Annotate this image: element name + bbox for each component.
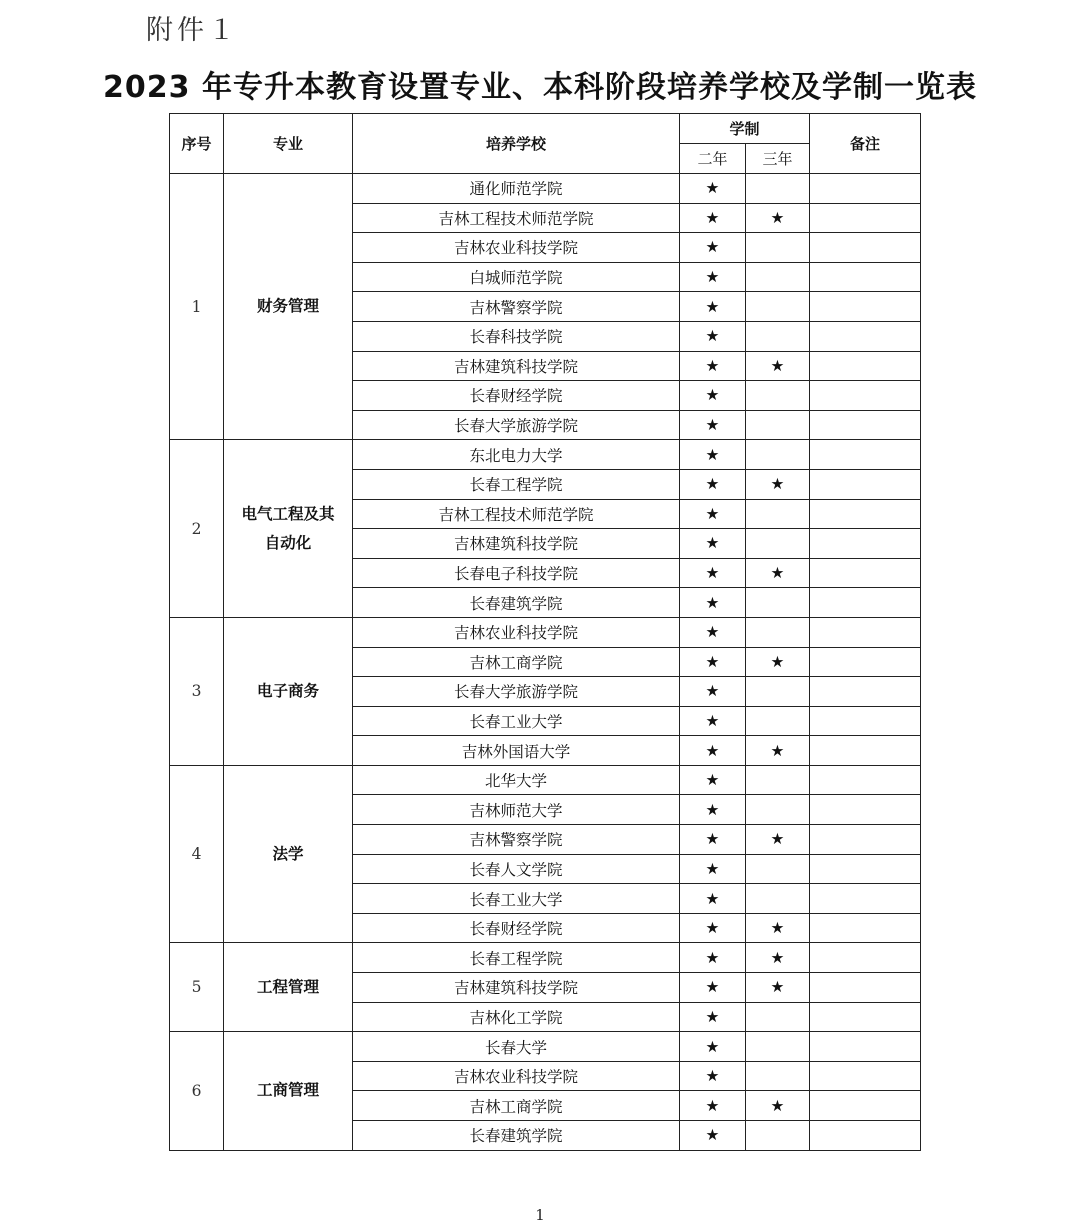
star-icon: ★ <box>705 919 720 938</box>
school-name: 长春建筑学院 <box>353 588 680 618</box>
two-year-cell <box>680 499 746 529</box>
three-year-cell <box>746 677 810 707</box>
note-cell <box>810 529 921 559</box>
group-number: 5 <box>170 943 224 1032</box>
star-icon: ★ <box>705 1126 720 1145</box>
three-year-cell <box>746 706 810 736</box>
three-year-cell <box>746 1002 810 1032</box>
star-icon: ★ <box>705 475 720 494</box>
three-year-cell <box>746 233 810 263</box>
school-name: 吉林建筑科技学院 <box>353 351 680 381</box>
three-year-cell <box>746 973 810 1003</box>
two-year-cell <box>680 292 746 322</box>
two-year-cell <box>680 203 746 233</box>
school-name: 吉林化工学院 <box>353 1002 680 1032</box>
school-name: 吉林工程技术师范学院 <box>353 499 680 529</box>
note-cell <box>810 765 921 795</box>
document-title: 2023 年专升本教育设置专业、本科阶段培养学校及学制一览表 <box>103 70 977 105</box>
header-duration: 学制 <box>680 114 810 144</box>
school-name: 长春工程学院 <box>353 469 680 499</box>
star-icon: ★ <box>705 859 720 878</box>
major-name: 法学 <box>224 765 353 943</box>
star-icon: ★ <box>705 356 720 375</box>
school-name: 长春电子科技学院 <box>353 558 680 588</box>
header-no: 序号 <box>170 114 224 174</box>
note-cell <box>810 351 921 381</box>
two-year-cell <box>680 588 746 618</box>
three-year-cell <box>746 174 810 204</box>
three-year-cell <box>746 410 810 440</box>
two-year-cell <box>680 558 746 588</box>
three-year-cell <box>746 1032 810 1062</box>
table-row <box>170 617 921 647</box>
school-name: 长春人文学院 <box>353 854 680 884</box>
star-icon: ★ <box>705 800 720 819</box>
star-icon: ★ <box>705 238 720 257</box>
three-year-cell <box>746 884 810 914</box>
table-row <box>170 1032 921 1062</box>
three-year-cell <box>746 854 810 884</box>
two-year-cell <box>680 1121 746 1151</box>
note-cell <box>810 292 921 322</box>
note-cell <box>810 677 921 707</box>
school-name: 通化师范学院 <box>353 174 680 204</box>
school-name: 长春工业大学 <box>353 884 680 914</box>
star-icon: ★ <box>770 948 785 967</box>
star-icon: ★ <box>705 504 720 523</box>
two-year-cell <box>680 1032 746 1062</box>
star-icon: ★ <box>705 445 720 464</box>
three-year-cell <box>746 647 810 677</box>
two-year-cell <box>680 469 746 499</box>
table-row <box>170 765 921 795</box>
two-year-cell <box>680 321 746 351</box>
major-name-line: 自动化 <box>264 533 312 552</box>
note-cell <box>810 588 921 618</box>
school-name: 吉林建筑科技学院 <box>353 973 680 1003</box>
star-icon: ★ <box>705 771 720 790</box>
star-icon: ★ <box>705 593 720 612</box>
star-icon: ★ <box>705 889 720 908</box>
two-year-cell <box>680 617 746 647</box>
note-cell <box>810 913 921 943</box>
three-year-cell <box>746 440 810 470</box>
star-icon: ★ <box>705 386 720 405</box>
two-year-cell <box>680 233 746 263</box>
two-year-cell <box>680 913 746 943</box>
note-cell <box>810 203 921 233</box>
star-icon: ★ <box>705 1067 720 1086</box>
two-year-cell <box>680 973 746 1003</box>
school-name: 长春财经学院 <box>353 381 680 411</box>
three-year-cell <box>746 617 810 647</box>
note-cell <box>810 647 921 677</box>
two-year-cell <box>680 262 746 292</box>
star-icon: ★ <box>705 682 720 701</box>
school-name: 吉林农业科技学院 <box>353 1061 680 1091</box>
note-cell <box>810 1002 921 1032</box>
school-name: 长春科技学院 <box>353 321 680 351</box>
note-cell <box>810 558 921 588</box>
note-cell <box>810 469 921 499</box>
note-cell <box>810 174 921 204</box>
two-year-cell <box>680 529 746 559</box>
note-cell <box>810 943 921 973</box>
three-year-cell <box>746 736 810 766</box>
header-school: 培养学校 <box>353 114 680 174</box>
school-name: 长春大学 <box>353 1032 680 1062</box>
note-cell <box>810 499 921 529</box>
three-year-cell <box>746 1121 810 1151</box>
major-name: 财务管理 <box>224 174 353 440</box>
school-name: 吉林工商学院 <box>353 1091 680 1121</box>
major-name: 电子商务 <box>224 617 353 765</box>
star-icon: ★ <box>705 711 720 730</box>
note-cell <box>810 1032 921 1062</box>
two-year-cell <box>680 677 746 707</box>
group-number: 2 <box>170 440 224 618</box>
star-icon: ★ <box>705 534 720 553</box>
two-year-cell <box>680 440 746 470</box>
note-cell <box>810 617 921 647</box>
school-name: 吉林警察学院 <box>353 825 680 855</box>
two-year-cell <box>680 736 746 766</box>
three-year-cell <box>746 558 810 588</box>
two-year-cell <box>680 647 746 677</box>
three-year-cell <box>746 913 810 943</box>
two-year-cell <box>680 825 746 855</box>
note-cell <box>810 973 921 1003</box>
group-number: 6 <box>170 1032 224 1150</box>
header-three-year: 三年 <box>746 144 810 174</box>
major-name-line: 电气工程及其 <box>241 504 335 523</box>
school-name: 长春工程学院 <box>353 943 680 973</box>
group-number: 4 <box>170 765 224 943</box>
header-major: 专业 <box>224 114 353 174</box>
star-icon: ★ <box>705 978 720 997</box>
star-icon: ★ <box>705 1007 720 1026</box>
star-icon: ★ <box>770 356 785 375</box>
note-cell <box>810 381 921 411</box>
school-name: 吉林工程技术师范学院 <box>353 203 680 233</box>
school-name: 吉林师范大学 <box>353 795 680 825</box>
school-name: 长春财经学院 <box>353 913 680 943</box>
table-row <box>170 440 921 470</box>
note-cell <box>810 410 921 440</box>
three-year-cell <box>746 1091 810 1121</box>
star-icon: ★ <box>770 564 785 583</box>
note-cell <box>810 795 921 825</box>
three-year-cell <box>746 588 810 618</box>
star-icon: ★ <box>705 1096 720 1115</box>
note-cell <box>810 321 921 351</box>
school-name: 北华大学 <box>353 765 680 795</box>
majors-table <box>169 113 921 1151</box>
major-name <box>224 440 353 618</box>
major-name: 工商管理 <box>224 1032 353 1150</box>
header-two-year: 二年 <box>680 144 746 174</box>
star-icon: ★ <box>705 948 720 967</box>
two-year-cell <box>680 854 746 884</box>
note-cell <box>810 1061 921 1091</box>
note-cell <box>810 233 921 263</box>
star-icon: ★ <box>705 297 720 316</box>
two-year-cell <box>680 410 746 440</box>
group-number: 3 <box>170 617 224 765</box>
three-year-cell <box>746 321 810 351</box>
school-name: 吉林建筑科技学院 <box>353 529 680 559</box>
school-name: 白城师范学院 <box>353 262 680 292</box>
star-icon: ★ <box>770 830 785 849</box>
star-icon: ★ <box>705 327 720 346</box>
school-name: 长春建筑学院 <box>353 1121 680 1151</box>
note-cell <box>810 1091 921 1121</box>
star-icon: ★ <box>705 1037 720 1056</box>
school-name: 长春工业大学 <box>353 706 680 736</box>
star-icon: ★ <box>705 741 720 760</box>
three-year-cell <box>746 292 810 322</box>
school-name: 吉林外国语大学 <box>353 736 680 766</box>
star-icon: ★ <box>770 208 785 227</box>
star-icon: ★ <box>705 830 720 849</box>
star-icon: ★ <box>770 741 785 760</box>
school-name: 吉林农业科技学院 <box>353 617 680 647</box>
three-year-cell <box>746 1061 810 1091</box>
star-icon: ★ <box>705 652 720 671</box>
note-cell <box>810 1121 921 1151</box>
two-year-cell <box>680 795 746 825</box>
star-icon: ★ <box>770 919 785 938</box>
note-cell <box>810 854 921 884</box>
school-name: 长春大学旅游学院 <box>353 677 680 707</box>
star-icon: ★ <box>705 623 720 642</box>
two-year-cell <box>680 351 746 381</box>
star-icon: ★ <box>770 652 785 671</box>
three-year-cell <box>746 381 810 411</box>
two-year-cell <box>680 381 746 411</box>
three-year-cell <box>746 529 810 559</box>
note-cell <box>810 706 921 736</box>
school-name: 吉林农业科技学院 <box>353 233 680 263</box>
star-icon: ★ <box>705 208 720 227</box>
star-icon: ★ <box>705 416 720 435</box>
two-year-cell <box>680 174 746 204</box>
two-year-cell <box>680 1002 746 1032</box>
two-year-cell <box>680 706 746 736</box>
three-year-cell <box>746 943 810 973</box>
table-row <box>170 174 921 204</box>
two-year-cell <box>680 943 746 973</box>
two-year-cell <box>680 765 746 795</box>
three-year-cell <box>746 469 810 499</box>
note-cell <box>810 884 921 914</box>
two-year-cell <box>680 884 746 914</box>
note-cell <box>810 825 921 855</box>
school-name: 吉林警察学院 <box>353 292 680 322</box>
major-name: 工程管理 <box>224 943 353 1032</box>
three-year-cell <box>746 262 810 292</box>
table-body <box>170 174 921 1151</box>
school-name: 东北电力大学 <box>353 440 680 470</box>
three-year-cell <box>746 795 810 825</box>
three-year-cell <box>746 825 810 855</box>
header-note: 备注 <box>810 114 921 174</box>
star-icon: ★ <box>770 475 785 494</box>
three-year-cell <box>746 499 810 529</box>
star-icon: ★ <box>705 179 720 198</box>
star-icon: ★ <box>705 564 720 583</box>
page-number: 1 <box>535 1206 545 1224</box>
table-row <box>170 943 921 973</box>
note-cell <box>810 262 921 292</box>
three-year-cell <box>746 351 810 381</box>
star-icon: ★ <box>770 1096 785 1115</box>
three-year-cell <box>746 765 810 795</box>
group-number: 1 <box>170 174 224 440</box>
three-year-cell <box>746 203 810 233</box>
star-icon: ★ <box>705 268 720 287</box>
star-icon: ★ <box>770 978 785 997</box>
school-name: 长春大学旅游学院 <box>353 410 680 440</box>
table-header <box>170 114 921 174</box>
two-year-cell <box>680 1091 746 1121</box>
attachment-label: 附件１ <box>146 15 239 46</box>
two-year-cell <box>680 1061 746 1091</box>
note-cell <box>810 736 921 766</box>
note-cell <box>810 440 921 470</box>
school-name: 吉林工商学院 <box>353 647 680 677</box>
